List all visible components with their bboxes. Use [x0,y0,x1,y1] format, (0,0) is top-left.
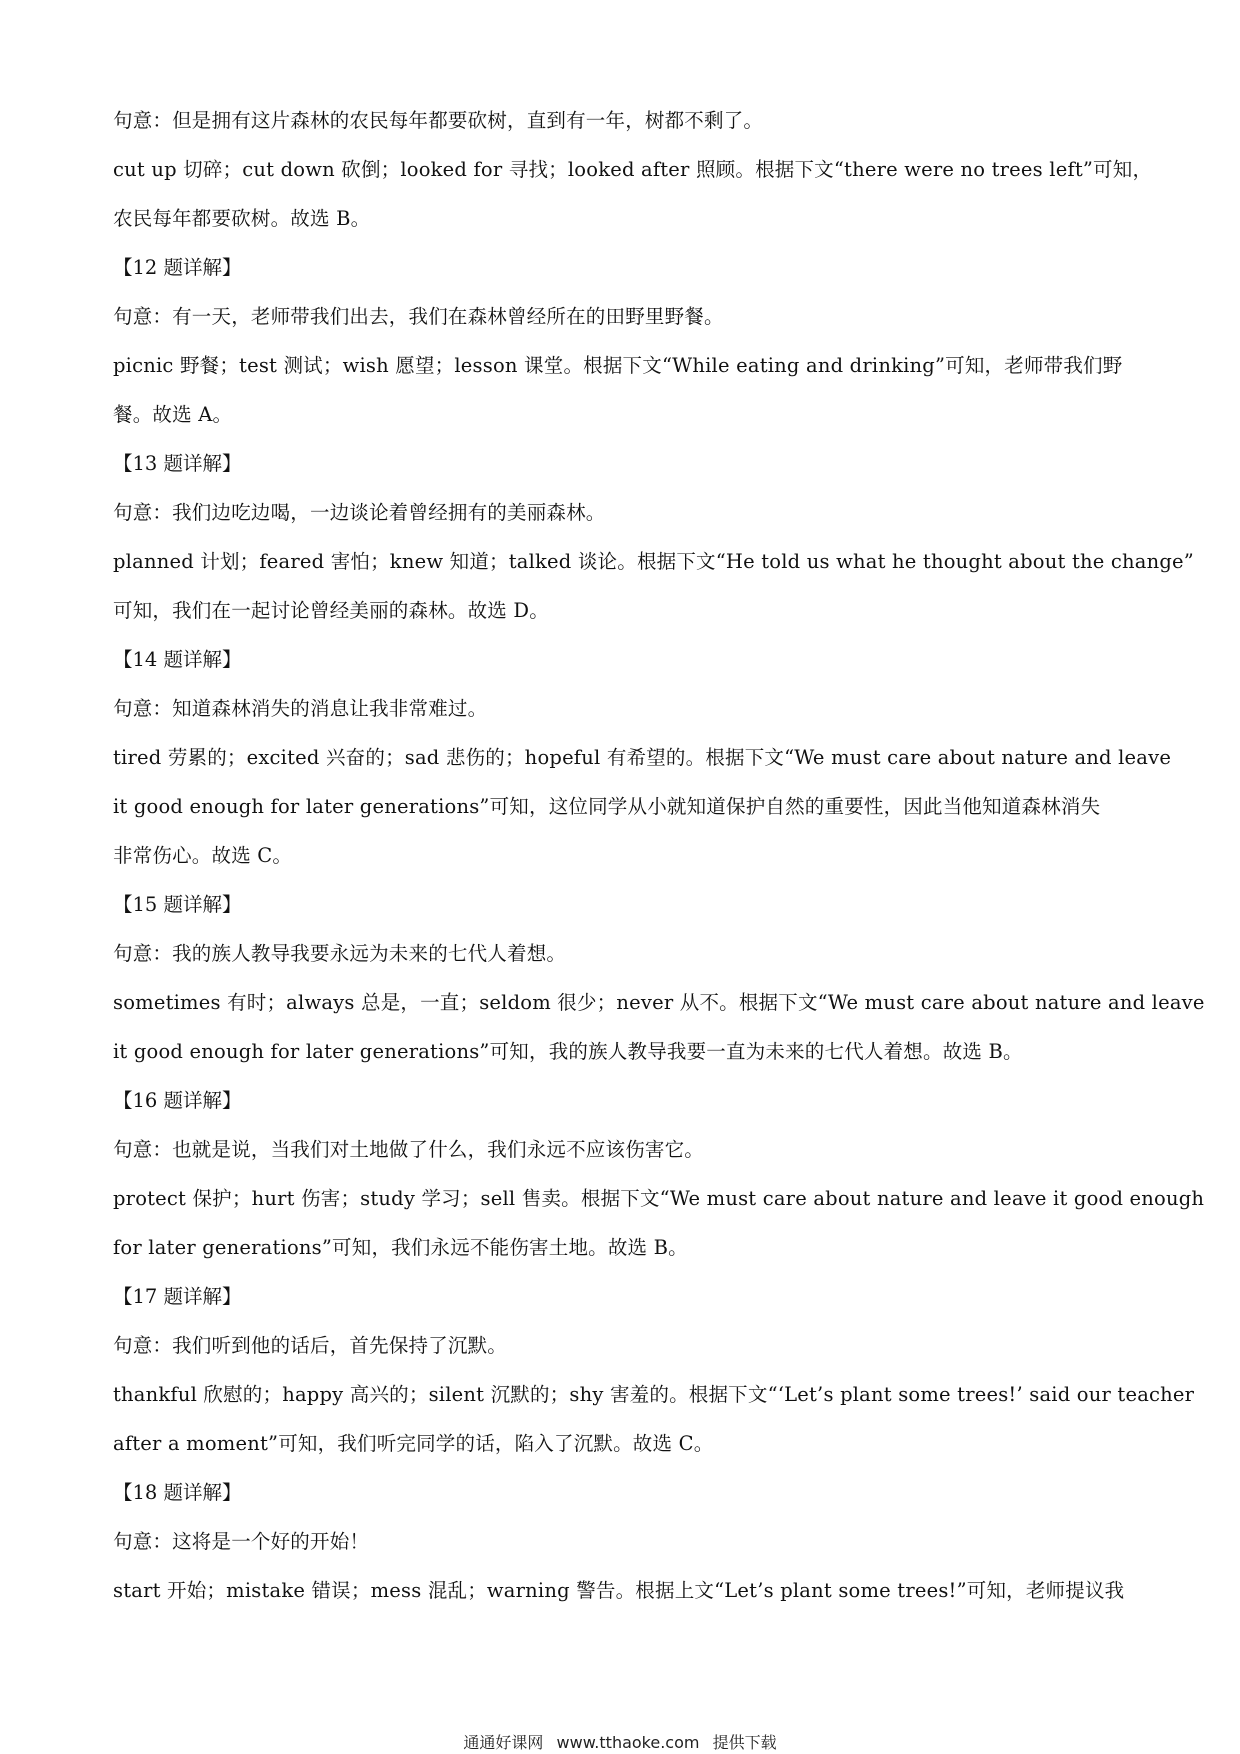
text-line: start 开始；mistake 错误；mess 混乱；warning 警告。根据上文“Let’s plant some trees!”可知，老师提议我 [113,1579,1125,1602]
text-line: 句意：也就是说，当我们对土地做了什么，我们永远不应该伤害它。 [113,1138,705,1161]
section-heading-15: 【15 题详解】 [113,893,242,916]
page-footer [0,1730,1240,1753]
text-line: 句意：有一天，老师带我们出去，我们在森林曾经所在的田野里野餐。 [113,305,724,328]
text-line: it good enough for later generations”可知，我的族人教导我要一直为未来的七代人着想。故选 B。 [113,1040,1023,1063]
section-heading-16: 【16 题详解】 [113,1089,242,1112]
text-line: sometimes 有时；always 总是，一直；seldom 很少；never 从不。根据下文“We must care about nature and leave [113,991,1205,1014]
text-line: 可知，我们在一起讨论曾经美丽的森林。故选 D。 [113,599,549,622]
footer-suffix: 提供下载 [712,1733,777,1752]
text-line: 农民每年都要砍树。故选 B。 [113,207,371,230]
text-line: after a moment”可知，我们听完同学的话，陷入了沉默。故选 C。 [113,1432,714,1455]
text-line: for later generations”可知，我们永远不能伤害土地。故选 B。 [113,1236,688,1259]
text-line: tired 劳累的；excited 兴奋的；sad 悲伤的；hopeful 有希望的。根据下文“We must care about nature and leave [113,746,1172,769]
text-line: planned 计划；feared 害怕；knew 知道；talked 谈论。根据下文“He told us what he thought about the change” [113,550,1194,573]
text-line: 非常伤心。故选 C。 [113,844,293,867]
section-heading-12: 【12 题详解】 [113,256,242,279]
text-line: 句意：我的族人教导我要永远为未来的七代人着想。 [113,942,567,965]
text-line: it good enough for later generations”可知，这位同学从小就知道保护自然的重要性，因此当他知道森林消失 [113,795,1101,818]
text-line: 句意：我们边吃边喝，一边谈论着曾经拥有的美丽森林。 [113,501,606,524]
text-line: protect 保护；hurt 伤害；study 学习；sell 售卖。根据下文“We must care about nature and leave it good enough [113,1187,1205,1210]
footer-site-name: 通通好课网 [463,1733,544,1752]
text-line: thankful 欣慰的；happy 高兴的；silent 沉默的；shy 害羞的。根据下文“‘Let’s plant some trees!’ said our teacher [113,1383,1195,1406]
text-line: cut up 切碎；cut down 砍倒；looked for 寻找；looked after 照顾。根据下文“there were no trees left”可知， [113,158,1153,181]
text-line: 句意：但是拥有这片森林的农民每年都要砍树，直到有一年，树都不剩了。 [113,109,764,132]
text-line: 句意：知道森林消失的消息让我非常难过。 [113,697,488,720]
text-line: picnic 野餐；test 测试；wish 愿望；lesson 课堂。根据下文“While eating and drinking”可知，老师带我们野 [113,354,1123,377]
document-body [113,96,1205,1615]
text-line: 句意：我们听到他的话后，首先保持了沉默。 [113,1334,508,1357]
section-heading-18: 【18 题详解】 [113,1481,242,1504]
footer-url-link[interactable]: www.tthaoke.com [556,1733,700,1752]
text-line: 句意：这将是一个好的开始！ [113,1530,370,1553]
section-heading-17: 【17 题详解】 [113,1285,242,1308]
section-heading-13: 【13 题详解】 [113,452,242,475]
text-line: 餐。故选 A。 [113,403,233,426]
section-heading-14: 【14 题详解】 [113,648,242,671]
